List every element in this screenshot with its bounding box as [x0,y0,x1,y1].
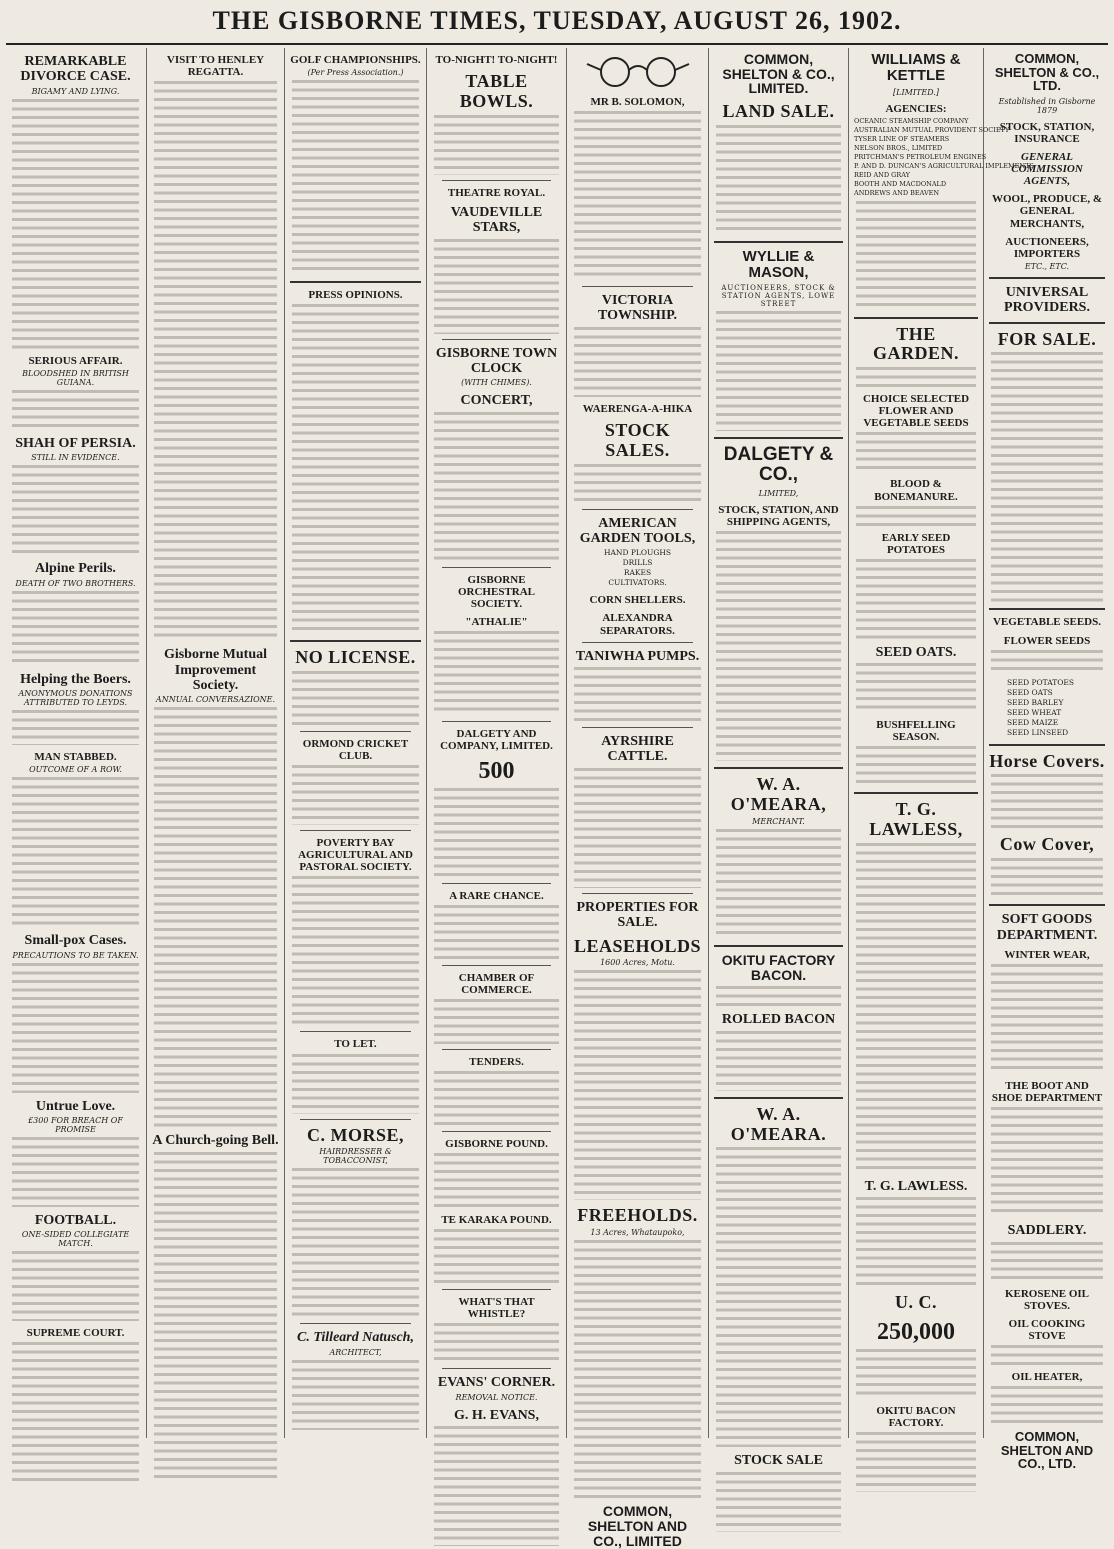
article-body [292,80,419,275]
divider [989,608,1105,610]
ad-body [716,1031,841,1091]
ad-body [434,905,559,960]
list-item: DRILLS [622,558,653,568]
subheadline: £300 FOR BREACH OF PROMISE [28,1115,123,1134]
list-item: SEED OATS [1007,687,1053,697]
article-body [12,591,139,666]
ad-body [856,663,976,713]
subheadline: PRECAUTIONS TO BE TAKEN. [12,950,139,960]
ad-body [434,631,559,716]
headline: WAERENGA-A-HIKA [582,402,693,415]
divider [582,509,693,510]
headline: FLOWER SEEDS [1003,634,1091,647]
ad-body [434,1323,559,1363]
headline: GISBORNE POUND. [445,1138,548,1151]
article-body [12,963,139,1093]
article-body [12,99,139,349]
article-body [12,1342,139,1482]
headline: VAUDEVILLE STARS, [450,204,543,236]
divider [300,1031,411,1032]
headline: MAN STABBED. [34,751,117,764]
subheadline: ARCHITECT, [329,1347,382,1357]
subheadline: LIMITED, [758,489,799,499]
list-item: HAND PLOUGHS [603,548,672,558]
agencies-list [854,116,1034,198]
ad-body [574,768,701,888]
ad-body [856,1349,976,1399]
divider [714,241,843,243]
list-item: RAKES [623,568,652,578]
headline: Untrue Love. [35,1098,116,1114]
headline: ORMOND CRICKET CLUB. [302,737,409,763]
headline: TENDERS. [469,1055,524,1068]
article-body [154,707,277,1127]
divider [442,567,551,568]
subheadline: ANNUAL CONVERSAZIONE. [155,695,276,705]
headline: GENERAL COMMISSION AGENTS, [1011,151,1083,188]
ad-body [991,1345,1103,1365]
headline: SUPREME COURT. [26,1327,125,1340]
article-body [12,777,139,927]
divider [442,339,551,340]
divider [300,1323,411,1324]
headline: PROPERTIES FOR SALE. [576,899,699,931]
headline: COMMON, SHELTON & CO., LTD. [994,51,1100,94]
headline: SADDLERY. [1007,1223,1087,1239]
divider [442,965,551,966]
ad-body [856,746,976,786]
article-body [292,304,419,634]
headline: SHAH OF PERSIA. [15,435,136,451]
headline: TO LET. [334,1038,377,1051]
list-item: SEED WHEAT [1007,707,1062,717]
headline: "ATHALIE" [465,616,528,629]
headline: OKITU FACTORY BACON. [721,952,836,983]
subheadline: ANONYMOUS DONATIONS ATTRIBUTED TO LEYDS. [18,689,133,708]
headline: FOR SALE. [997,328,1097,349]
ad-body [434,1071,559,1126]
headline: LEASEHOLDS [573,935,702,956]
seeds-list [989,678,1105,738]
headline: G. H. EVANS, [454,1407,539,1423]
headline: WHAT'S THAT WHISTLE? [458,1296,535,1321]
subheadline: DEATH OF TWO BROTHERS. [15,578,136,588]
headline: EARLY SEED POTATOES [881,531,951,556]
headline: TANIWHA PUMPS. [575,648,700,664]
subheadline: ETC., ETC. [1024,261,1070,271]
headline: AGENCIES: [885,102,947,115]
divider [442,1049,551,1050]
column-4 [427,48,567,1438]
divider [714,767,843,769]
ad-body [716,1472,841,1532]
headline: CHOICE SELECTED FLOWER AND VEGETABLE SEEDS [862,393,970,430]
headline: FOOTBALL. [34,1212,117,1228]
divider [442,1131,551,1132]
ad-body [292,1054,419,1114]
subheadline: HAIRDRESSER & TOBACCONIST, [319,1147,392,1166]
ad-body [574,1240,701,1500]
article-body [12,1137,139,1207]
headline: TABLE BOWLS. [459,71,534,111]
ad-body [292,1360,419,1430]
headline: W. A. O'MEARA. [730,1103,827,1144]
ad-body [434,1229,559,1284]
list-item: REID AND GRAY [854,170,910,179]
list-item: BOOTH AND MACDONALD [854,179,947,188]
headline: DALGETY & CO., [723,444,834,486]
list-item: TYSER LINE OF STEAMERS [854,134,950,143]
masthead-rule [6,43,1108,45]
headline: THE BOOT AND SHOE DEPARTMENT [991,1080,1103,1105]
ad-body [991,858,1103,898]
list-item: ANDREWS AND BEAVEN [854,188,940,197]
subheadline: BIGAMY AND LYING. [31,86,120,96]
headline: STOCK SALES. [604,419,671,460]
ad-body [856,367,976,387]
headline: C. Tilleard Natusch, [297,1330,414,1346]
column-2 [147,48,285,1438]
ad-body [991,352,1103,602]
headline: NO LICENSE. [295,647,416,668]
headline: SERIOUS AFFAIR. [28,354,123,367]
spectacles-logo [583,52,693,90]
headline: CONCERT, [460,393,533,409]
list-item: AUSTRALIAN MUTUAL PROVIDENT SOCIETY [854,125,1010,134]
headline: PRESS OPINIONS. [308,289,403,302]
ad-body [434,239,559,334]
headline: 500 [478,758,515,785]
headline: 250,000 [877,1319,955,1346]
subheadline: 1600 Acres, Motu. [600,958,675,968]
list-item: CULTIVATORS. [608,578,667,588]
divider [582,893,693,894]
headline: POVERTY BAY AGRICULTURAL AND PASTORAL SOCIETY. [298,837,413,874]
headline: COMMON, SHELTON & CO., LIMITED. [722,51,835,97]
ad-body [574,464,701,504]
headline: A RARE CHANCE. [449,889,544,902]
column-6 [709,48,849,1469]
divider [582,286,693,287]
ad-body [292,671,419,726]
divider [582,727,693,728]
headline: STOCK SALE [734,1453,823,1469]
divider [854,792,978,794]
ad-body [716,1147,841,1447]
ad-body [434,1153,559,1208]
divider [989,904,1105,906]
masthead-title: THE GISBORNE TIMES, TUESDAY, AUGUST 26, 1902. [212,6,902,35]
ad-body [574,327,701,397]
headline: OKITU BACON FACTORY. [876,1404,956,1429]
headline: ALEXANDRA SEPARATORS. [600,612,675,637]
headline: STOCK, STATION, AND SHIPPING AGENTS, [718,504,839,529]
divider [714,945,843,947]
subheadline: REMOVAL NOTICE. [455,1392,538,1402]
divider [442,180,551,181]
list-item: OCEANIC STEAMSHIP COMPANY [854,116,969,125]
headline: A Church-going Bell. [152,1133,279,1149]
headline: MR B. SOLOMON, [590,96,685,108]
headline: Cow Cover, [999,834,1095,855]
headline: THE GARDEN. [872,323,959,364]
headline: AYRSHIRE CATTLE. [601,734,674,765]
ad-body [716,125,841,235]
headline: AMERICAN GARDEN TOOLS, [579,515,696,546]
headline: VEGETABLE SEEDS. [992,616,1101,629]
list-item: P. AND D. DUNCAN'S AGRICULTURAL IMPLEMENTS [854,161,1034,170]
subheadline: (Per Press Association.) [307,68,404,78]
subheadline: AUCTIONEERS, STOCK & STATION AGENTS, LOWE STREET [721,284,836,309]
divider [714,437,843,439]
headline: UNIVERSAL PROVIDERS. [1004,284,1090,316]
headline: GISBORNE TOWN CLOCK [435,345,558,376]
divider [854,317,978,319]
headline: WILLIAMS & KETTLE [871,51,961,84]
subheadline: MERCHANT. [752,817,805,827]
divider [442,1368,551,1369]
headline: W. A. O'MEARA, [730,774,827,815]
column-1 [5,48,147,1438]
subheadline: ONE-SIDED COLLEGIATE MATCH. [21,1230,130,1249]
headline: STOCK, STATION, INSURANCE [999,120,1095,146]
divider [714,1097,843,1099]
headline: FREEHOLDS. [577,1205,698,1226]
divider [442,883,551,884]
ad-body [856,1197,976,1287]
divider [290,640,421,642]
divider [582,642,693,643]
headline: REMARKABLE DIVORCE CASE. [20,54,131,85]
headline: Helping the Boers. [20,671,131,687]
headline: BUSHFELLING SEASON. [876,719,956,744]
headline: CHAMBER OF COMMERCE. [458,971,535,996]
headline: THEATRE ROYAL. [447,186,546,199]
ad-body [856,201,976,311]
subheadline: BLOODSHED IN BRITISH GUIANA. [22,368,129,387]
divider [989,322,1105,324]
column-3 [285,48,427,1438]
headline: EVANS' CORNER. [437,1375,556,1391]
headline: VISIT TO HENLEY REGATTA. [166,54,265,79]
tool-list [572,548,703,588]
subheadline: OUTCOME OF A ROW. [29,765,122,775]
ad-body [716,986,841,1006]
subheadline: Established in Gisborne 1879 [998,96,1096,115]
headline: Alpine Perils. [35,561,116,577]
headline: GOLF CHAMPIONSHIPS. [290,54,421,66]
ad-body [292,765,419,825]
ad-body [991,1242,1103,1282]
subheadline: (WITH CHIMES). [461,378,532,388]
article-body [154,81,277,641]
ad-body [856,1432,976,1492]
ad-body [991,1386,1103,1426]
divider [300,1119,411,1120]
article-body [12,710,139,745]
headline: VICTORIA TOWNSHIP. [598,293,677,324]
headline: SEED OATS. [875,644,957,660]
ad-body [856,843,976,1173]
list-item: SEED BARLEY [1007,697,1064,707]
headline: WINTER WEAR, [1004,949,1090,961]
headline: TO-NIGHT! TO-NIGHT! [435,54,558,66]
divider [989,277,1105,279]
headline: TE KARAKA POUND. [441,1214,552,1227]
divider [290,281,421,283]
headline: LAND SALE. [722,101,835,122]
column-8 [984,48,1110,1472]
headline: WYLLIE & MASON, [742,247,815,281]
headline: Gisborne Mutual Improvement Society. [163,647,268,693]
ad-body [434,1426,559,1546]
ad-body [434,412,559,562]
divider [442,1289,551,1290]
divider [300,830,411,831]
headline: BLOOD & BONEMANURE. [874,478,958,503]
ad-body [574,970,701,1200]
headline: SOFT GOODS DEPARTMENT. [996,912,1098,943]
column-5 [567,48,709,1549]
masthead [0,6,1114,40]
list-item: PRITCHMAN'S PETROLEUM ENGINES [854,152,987,161]
headline: T. G. LAWLESS, [869,799,963,840]
headline: AUCTIONEERS, IMPORTERS [1005,235,1089,260]
article-body [12,465,139,555]
headline: OIL HEATER, [1011,1371,1083,1384]
headline: Small-pox Cases. [24,933,127,949]
article-body [12,1251,139,1321]
ad-body [574,111,701,281]
ad-body [292,876,419,1026]
ad-body [716,311,841,431]
subheadline: STILL IN EVIDENCE. [31,453,120,463]
list-item: SEED LINSEED [1007,727,1069,737]
headline: Horse Covers. [989,750,1105,771]
ad-body [292,1168,419,1318]
ad-body [434,115,559,175]
ad-body [991,1107,1103,1217]
ad-body [856,559,976,639]
headline: ROLLED BACON [721,1012,836,1028]
ad-body [856,432,976,472]
ad-body [434,999,559,1044]
ad-body [991,964,1103,1074]
headline: DALGETY AND COMPANY, LIMITED. [440,728,553,753]
ad-body [716,531,841,761]
headline: GISBORNE ORCHESTRAL SOCIETY. [457,573,536,610]
headline: COMMON, SHELTON AND CO., LTD. [1000,1429,1094,1472]
subheadline: [LIMITED.] [893,87,939,97]
headline: KEROSENE OIL STOVES. [1004,1287,1090,1312]
divider [442,721,551,722]
article-body [154,1152,277,1482]
ad-body [434,788,559,878]
ad-body [716,829,841,939]
divider [989,744,1105,746]
list-item: NELSON BROS., LIMITED [854,143,943,152]
ad-body [991,774,1103,829]
subheadline: 13 Acres, Whataupoko, [590,1228,685,1238]
headline: U. C. [895,1292,937,1313]
ad-body [856,506,976,526]
ad-body [574,667,701,722]
headline: WOOL, PRODUCE, & GENERAL MERCHANTS, [992,193,1102,230]
divider [300,731,411,732]
list-item: SEED MAIZE [1007,717,1059,727]
ad-body [991,650,1103,675]
headline: C. MORSE, [306,1124,404,1145]
headline: CORN SHELLERS. [589,594,686,607]
article-body [12,390,139,430]
list-item: SEED POTATOES [1007,677,1075,687]
headline: COMMON, SHELTON AND CO., LIMITED [587,1503,688,1549]
headline: T. G. LAWLESS. [864,1179,968,1195]
headline: OIL COOKING STOVE [1008,1317,1086,1342]
